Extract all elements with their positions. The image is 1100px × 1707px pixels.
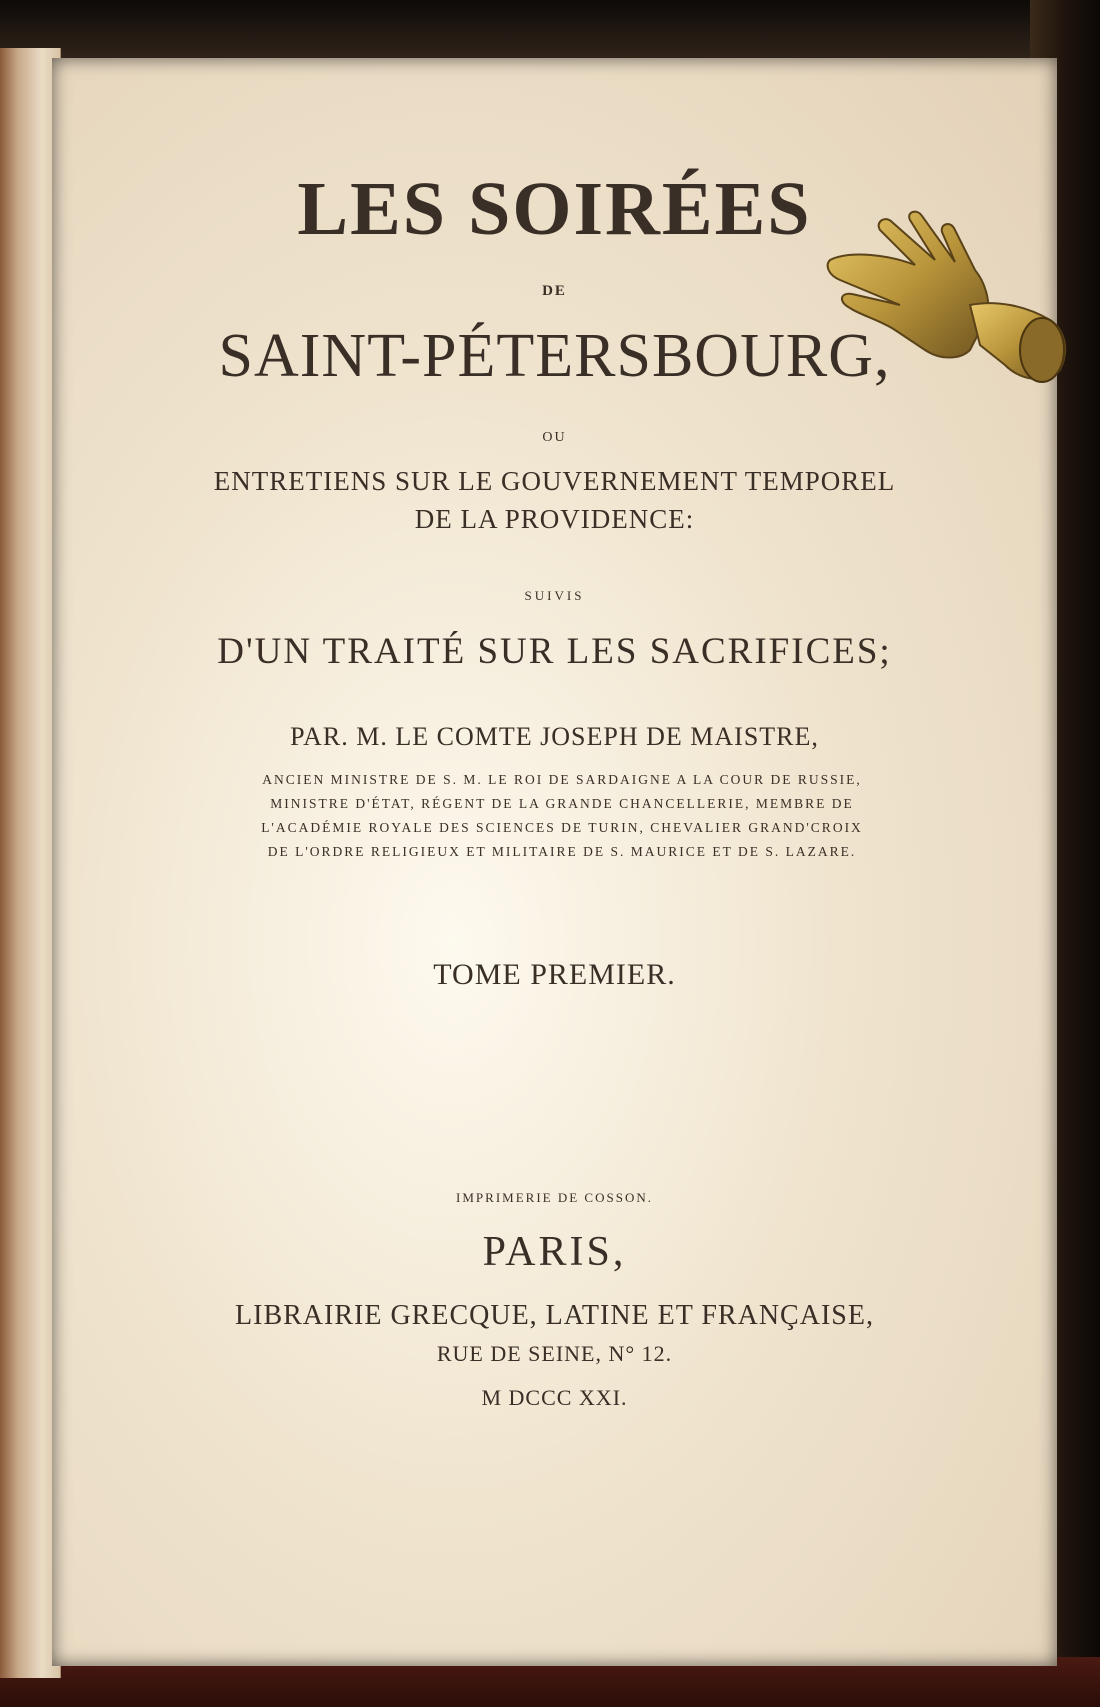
credit-line: L'ACADÉMIE ROYALE DES SCIENCES DE TURIN, CHEVALIER GRAND'CROIX (261, 820, 863, 835)
publisher-name: LIBRAIRIE GRECQUE, LATINE ET FRANÇAISE, (235, 1300, 874, 1331)
printer-line: IMPRIMERIE DE COSSON. (456, 1190, 653, 1205)
book-title: LES SOIRÉES (297, 167, 812, 251)
title-connector-suivis: SUIVIS (524, 588, 585, 603)
publication-year: M DCCC XXI. (481, 1385, 628, 1410)
title-connector-ou: OU (542, 430, 567, 445)
publisher-address: RUE DE SEINE, N° 12. (436, 1341, 673, 1366)
credit-line: DE L'ORDRE RELIGIEUX ET MILITAIRE DE S. MAURICE ET DE S. LAZARE. (267, 844, 857, 859)
secondary-title: D'UN TRAITÉ SUR LES SACRIFICES; (217, 631, 892, 672)
subtitle-line-2: DE LA PROVIDENCE: (414, 504, 695, 534)
author-line: PAR. M. LE COMTE JOSEPH DE MAISTRE, (290, 722, 819, 751)
publication-place: PARIS, (482, 1229, 627, 1275)
author-credits (182, 768, 942, 864)
book-title-city: SAINT-PÉTERSBOURG, (218, 322, 891, 390)
subtitle-line-1: ENTRETIENS SUR LE GOUVERNEMENT TEMPOREL (213, 466, 896, 496)
credit-line: MINISTRE D'ÉTAT, RÉGENT DE LA GRANDE CHANCELLERIE, MEMBRE DE (270, 796, 854, 811)
credit-line: ANCIEN MINISTRE DE S. M. LE ROI DE SARDAIGNE A LA COUR DE RUSSIE, (262, 772, 862, 787)
volume-label: TOME PREMIER. (433, 958, 676, 991)
title-connector-de: DE (542, 283, 567, 299)
brass-hand-icon (820, 210, 1080, 390)
